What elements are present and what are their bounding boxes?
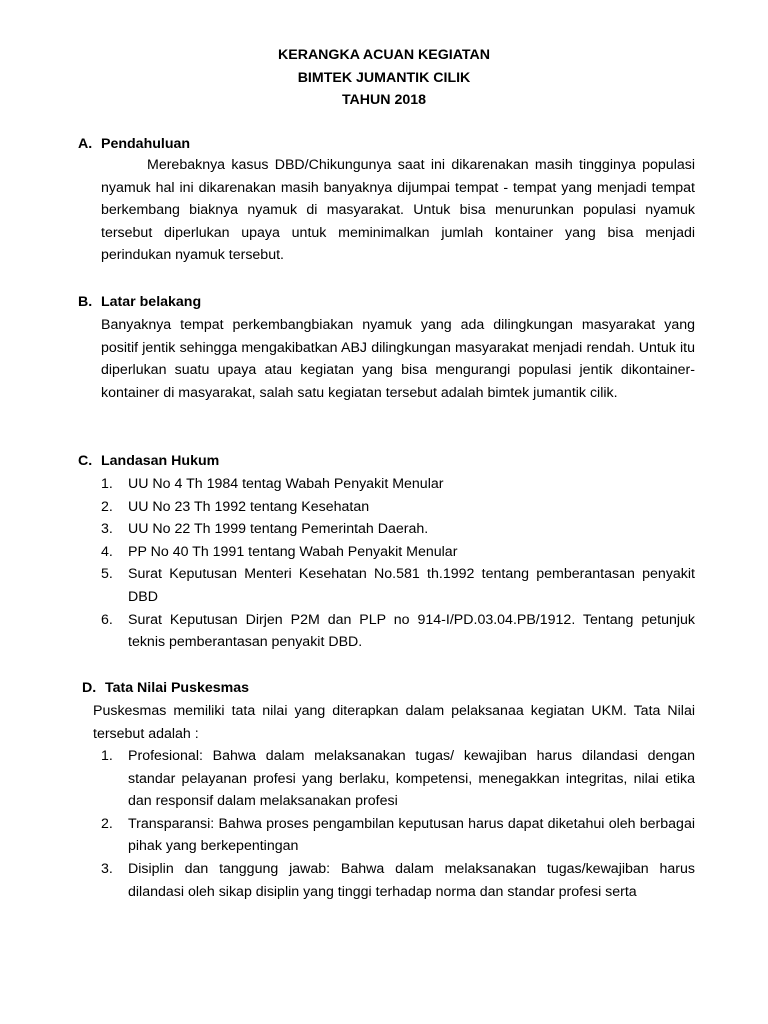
section-c-title: Landasan Hukum (101, 453, 220, 469)
value-item (101, 858, 695, 903)
legal-basis-item (101, 541, 695, 564)
legal-basis-item (101, 518, 695, 541)
document-title (0, 44, 768, 112)
section-b-body: Banyaknya tempat perkembangbiakan nyamuk yang ada dilingkungan masyarakat yang positif jentik sehingga mengakibatkan ABJ dilingkungan masyarakat menjadi rendah. Untuk itu diperlukan suatu upaya atau kegiatan yang bisa mengurangi populasi jentik dikontainer-kontainer di masyarakat, salah satu kegiatan tersebut adalah bimtek jumantik cilik. (101, 317, 695, 401)
list-item-number: 3. (101, 860, 113, 877)
section-c-letter: C. (78, 453, 93, 469)
list-item-text: PP No 40 Th 1991 tentang Wabah Penyakit Menular (128, 543, 458, 560)
section-a-title: Pendahuluan (101, 136, 191, 152)
value-item (101, 745, 695, 813)
list-item-number: 1. (101, 476, 113, 492)
list-item-text: Transparansi: Bahwa proses pengambilan keputusan harus dapat diketahui oleh berbagai pihak yang berkepentingan (128, 815, 695, 855)
section-a-letter: A. (78, 136, 93, 152)
list-item-number: 5. (101, 566, 113, 583)
title-line-2: BIMTEK JUMANTIK CILIK (297, 69, 471, 86)
legal-basis-item (101, 496, 695, 519)
list-item-number: 2. (101, 498, 113, 515)
legal-basis-list (101, 473, 695, 654)
list-item-text: Surat Keputusan Dirjen P2M dan PLP no 914-I/PD.03.04.PB/1912. Tentang petunjuk teknis pemberantasan penyakit DBD. (128, 611, 695, 651)
list-item-text: UU No 23 Th 1992 tentang Kesehatan (128, 498, 370, 515)
list-item-text: UU No 22 Th 1999 tentang Pemerintah Daerah. (128, 521, 429, 538)
list-item-number: 1. (101, 748, 113, 764)
section-b-title: Latar belakang (101, 294, 202, 310)
section-d-heading (82, 678, 249, 698)
legal-basis-item (101, 609, 695, 654)
section-c-heading (78, 451, 219, 471)
value-item (101, 813, 695, 858)
section-d-letter: D. (82, 680, 97, 696)
title-line-1: KERANGKA ACUAN KEGIATAN (277, 47, 490, 63)
section-d-intro: Puskesmas memiliki tata nilai yang diterapkan dalam pelaksanaa kegiatan UKM. Tata Nilai tersebut adalah : (93, 703, 695, 742)
section-d-title: Tata Nilai Puskesmas (105, 680, 250, 696)
list-item-number: 6. (101, 611, 113, 628)
list-item-text: UU No 4 Th 1984 tentag Wabah Penyakit Menular (128, 476, 444, 492)
section-a-body: Merebaknya kasus DBD/Chikungunya saat ini dikarenakan masih tingginya populasi nyamuk hal ini dikarenakan masih banyaknya dijumpai tempat - tempat yang menjadi tempat berkembang biaknya nyamuk di masyarakat. Untuk bisa menurunkan populasi nyamuk tersebut diperlukan upaya untuk meminimalkan jumlah kontainer yang bisa menjadi perindukan nyamuk tersebut. (101, 157, 695, 264)
list-item-number: 3. (101, 521, 113, 538)
section-b-heading (78, 292, 201, 312)
section-a-heading (78, 134, 190, 154)
list-item-text: Surat Keputusan Menteri Kesehatan No.581 th.1992 tentang pemberantasan penyakit DBD (128, 566, 695, 605)
list-item-text: Profesional: Bahwa dalam melaksanakan tugas/ kewajiban harus dilandasi dengan standar pelayanan profesi yang berlaku, kompetensi, menegakkan integritas, nilai etika dan responsif dalam melaksanakan profesi (128, 748, 695, 810)
title-line-3: TAHUN 2018 (341, 92, 427, 108)
legal-basis-item (101, 563, 695, 608)
section-b-letter: B. (78, 294, 93, 310)
list-item-number: 4. (101, 543, 113, 560)
values-list (101, 745, 695, 903)
legal-basis-item (101, 473, 695, 496)
list-item-text: Disiplin dan tanggung jawab: Bahwa dalam melaksanakan tugas/kewajiban harus dilandasi oleh sikap disiplin yang tinggi terhadap norma dan standar profesi serta (128, 860, 695, 900)
list-item-number: 2. (101, 815, 113, 832)
